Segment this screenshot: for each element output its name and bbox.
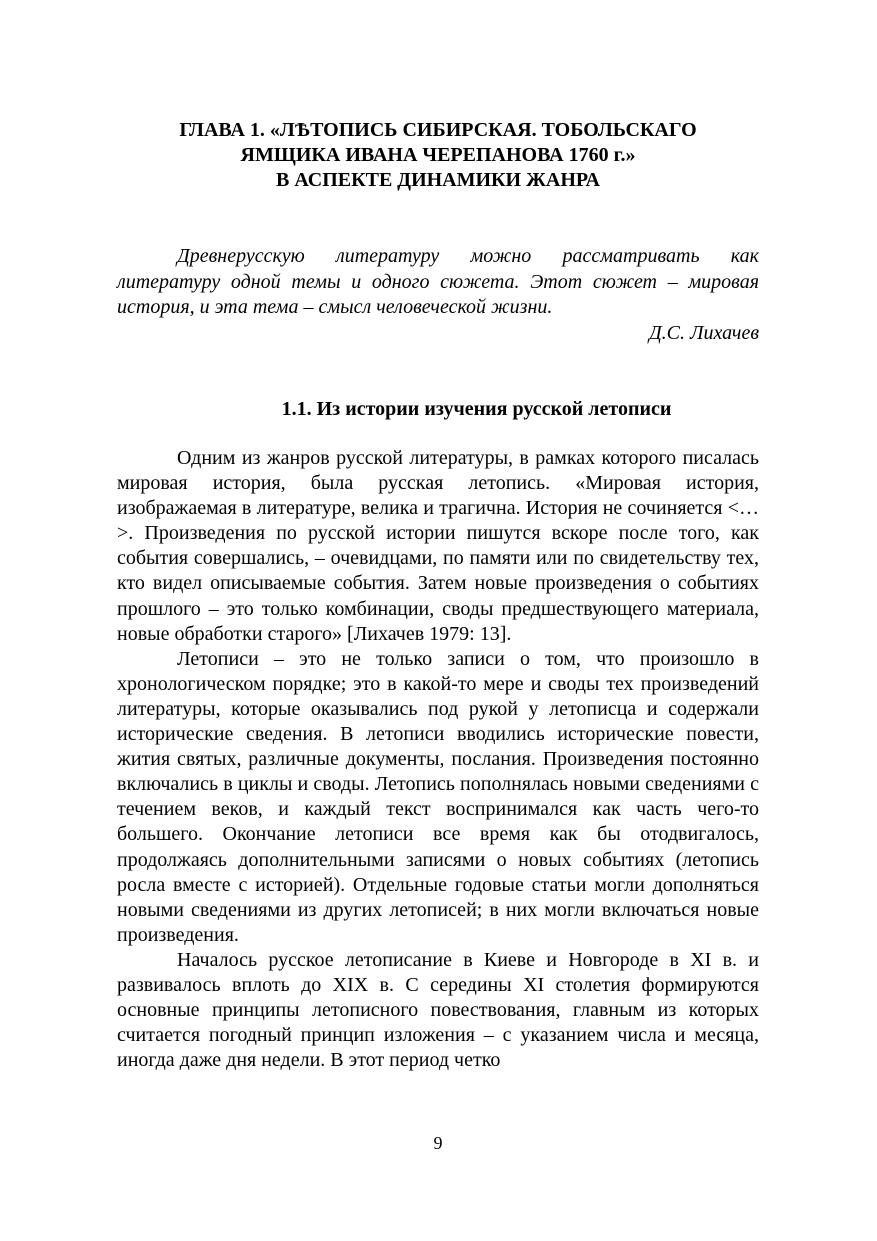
chapter-title-line-1: ГЛАВА 1. «ЛѢТОПИСЬ СИБИРСКАЯ. ТОБОЛЬСКАГО [179,119,697,141]
page-number: 9 [433,1133,443,1153]
paragraph-3: Началось русское летописание в Киеве и Новгороде в XI в. и развивалось вплоть до XIX в. С середины XI столетия формируются основные принципы летописного повествования, главным из которых считается погодный принцип изложения – с указанием числа и месяца, иногда даже дня недели. В этот период четко [117,948,759,1072]
document-page [117,0,759,1241]
paragraph-2: Летописи – это не только записи о том, что произошло в хронологическом порядке; это в какой-то мере и своды тех произведений литературы, которые оказывались под рукой у летописца и содержали исторические сведения. В летописи вводились исторические повести, жития святых, различные документы, послания. Произведения постоянно включались в циклы и своды. Летопись пополнялась новыми сведениями с течением веков, и каждый текст воспринимался как часть чего-то большего. Окончание летописи все время как бы отодвигалось, продолжаясь дополнительными записями о новых событиях (летопись росла вместе с историей). Отдельные годовые статьи могли дополняться новыми сведениями из других летописей; в них могли включаться новые произведения. [117,647,759,946]
section-title: 1.1. Из истории изучения русской летописи [281,398,672,420]
chapter-title-line-3: В АСПЕКТЕ ДИНАМИКИ ЖАНРА [276,169,600,191]
epigraph [117,244,759,346]
body-text [117,446,759,1073]
chapter-title [117,118,759,193]
epigraph-author: Д.С. Лихачев [648,321,759,344]
chapter-title-line-2: ЯМЩИКА ИВАНА ЧЕРЕПАНОВА 1760 г.» [240,144,636,166]
epigraph-text: Древнерусскую литературу можно рассматривать как литературу одной темы и одного сюжета. Этот сюжет – мировая история, и эта тема – смысл человеческой жизни. [117,245,759,318]
paragraph-1: Одним из жанров русской литературы, в рамках которого писалась мировая история, была русская летопись. «Мировая история, изображаемая в литературе, велика и трагична. История не сочиняется <…>. Произведения по русской истории пишутся вскоре после того, как события совершались, – очевидцами, по памяти или по свидетельству тех, кто видел описываемые события. Затем новые произведения о событиях прошлого – это только комбинации, своды предшествующего материала, новые обработки старого» [Лихачев 1979: 13]. [117,447,759,645]
